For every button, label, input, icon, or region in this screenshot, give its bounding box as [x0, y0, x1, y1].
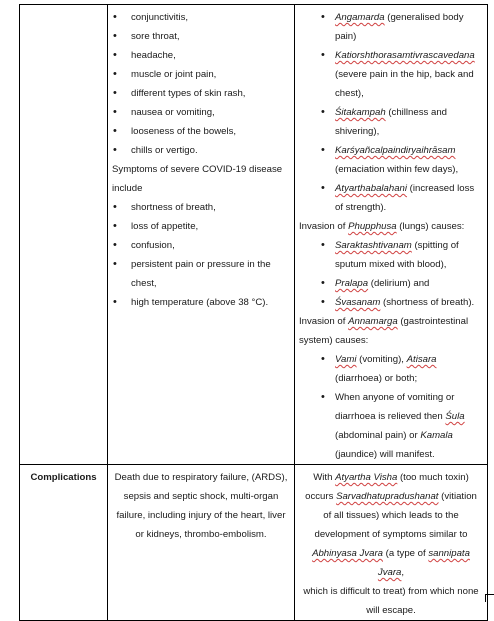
complications-line: With Atyartha Visha (too much toxin): [313, 472, 469, 483]
list-item: • Atyarthabalahani (increased loss of strength).: [335, 179, 483, 217]
complications-line: will escape.: [366, 605, 416, 616]
severe-symptoms-intro-cont: include: [112, 183, 143, 194]
list-item: • Śitakampah (chillness and shivering),: [335, 103, 483, 141]
list-item: • Vami (vomiting), Atisara (diarrhoea) or both;: [335, 350, 483, 388]
row-header-cell: [20, 465, 108, 621]
row-header-label: [20, 5, 107, 8]
complications-line: failure, including injury of the heart, liver: [116, 510, 286, 521]
severe-symptoms-list: [112, 198, 290, 312]
list-item: • loss of appetite,: [112, 217, 290, 236]
row-header-cell: [20, 5, 108, 465]
ayurvedic-symptoms-cell: [295, 5, 488, 465]
complications-label: Complications: [30, 472, 97, 483]
symptoms-table: [19, 4, 488, 621]
list-item: • Angamarda (generalised body pain): [335, 8, 483, 46]
gi-symptoms-list: [335, 350, 483, 464]
list-item: • persistent pain or pressure in the chest,: [112, 255, 290, 293]
list-item: • Śvasanam (shortness of breath).: [335, 293, 483, 312]
list-item: • looseness of the bowels,: [112, 122, 290, 141]
list-item: • Katiorshthorasamtivrascavedana (severe pain in the hip, back and chest),: [335, 46, 483, 103]
lung-invasion-heading: Invasion of Phupphusa (lungs) causes:: [299, 221, 465, 232]
list-item: • Pralapa (delirium) and: [335, 274, 483, 293]
complications-line: which is difficult to treat) from which none: [303, 586, 479, 597]
table-row: [20, 465, 488, 621]
list-item: • nausea or vomiting,: [112, 103, 290, 122]
severe-symptoms-intro: Symptoms of severe COVID-19 disease: [112, 164, 283, 175]
list-item: • Karśyañcalpaindiryaihrāsam (emaciation within few days),: [335, 141, 483, 179]
table-row: [20, 5, 488, 465]
list-item: • muscle or joint pain,: [112, 65, 290, 84]
gi-invasion-heading: Invasion of Annamarga (gastrointestinal system) causes:: [299, 316, 469, 346]
list-item: • confusion,: [112, 236, 290, 255]
complications-line: sepsis and septic shock, multi-organ: [123, 491, 279, 502]
complications-line: development of symptoms similar to: [314, 529, 468, 540]
complications-line: Abhinyasa Jvara (a type of sannipata Jvara,: [312, 548, 470, 578]
list-item: • sore throat,: [112, 27, 290, 46]
modern-complications-cell: [108, 465, 295, 621]
complications-line: occurs Sarvadhatupradushanat (vitiation: [305, 491, 477, 502]
list-item: • When anyone of vomiting or diarrhoea is relieved then Śula (abdominal pain) or Kamala (jaundice) will manifest.: [335, 388, 483, 464]
complications-line: of all tissues) which leads to the: [323, 510, 459, 521]
list-item: • headache,: [112, 46, 290, 65]
modern-symptoms-cell: [108, 5, 295, 465]
complications-line: or kidneys, thrombo-embolism.: [135, 529, 267, 540]
complications-line: Death due to respiratory failure, (ARDS),: [114, 472, 288, 483]
list-item: • shortness of breath,: [112, 198, 290, 217]
list-item: • chills or vertigo.: [112, 141, 290, 160]
ayurvedic-complications-cell: [295, 465, 488, 621]
list-item: • high temperature (above 38 °C).: [112, 293, 290, 312]
lung-symptoms-list: [335, 236, 483, 312]
list-item: • Saraktashtivanam (spitting of sputum mixed with blood),: [335, 236, 483, 274]
list-item: • conjunctivitis,: [112, 8, 290, 27]
list-item: • different types of skin rash,: [112, 84, 290, 103]
mild-symptoms-list: [112, 8, 290, 160]
general-symptoms-list: [335, 8, 483, 217]
